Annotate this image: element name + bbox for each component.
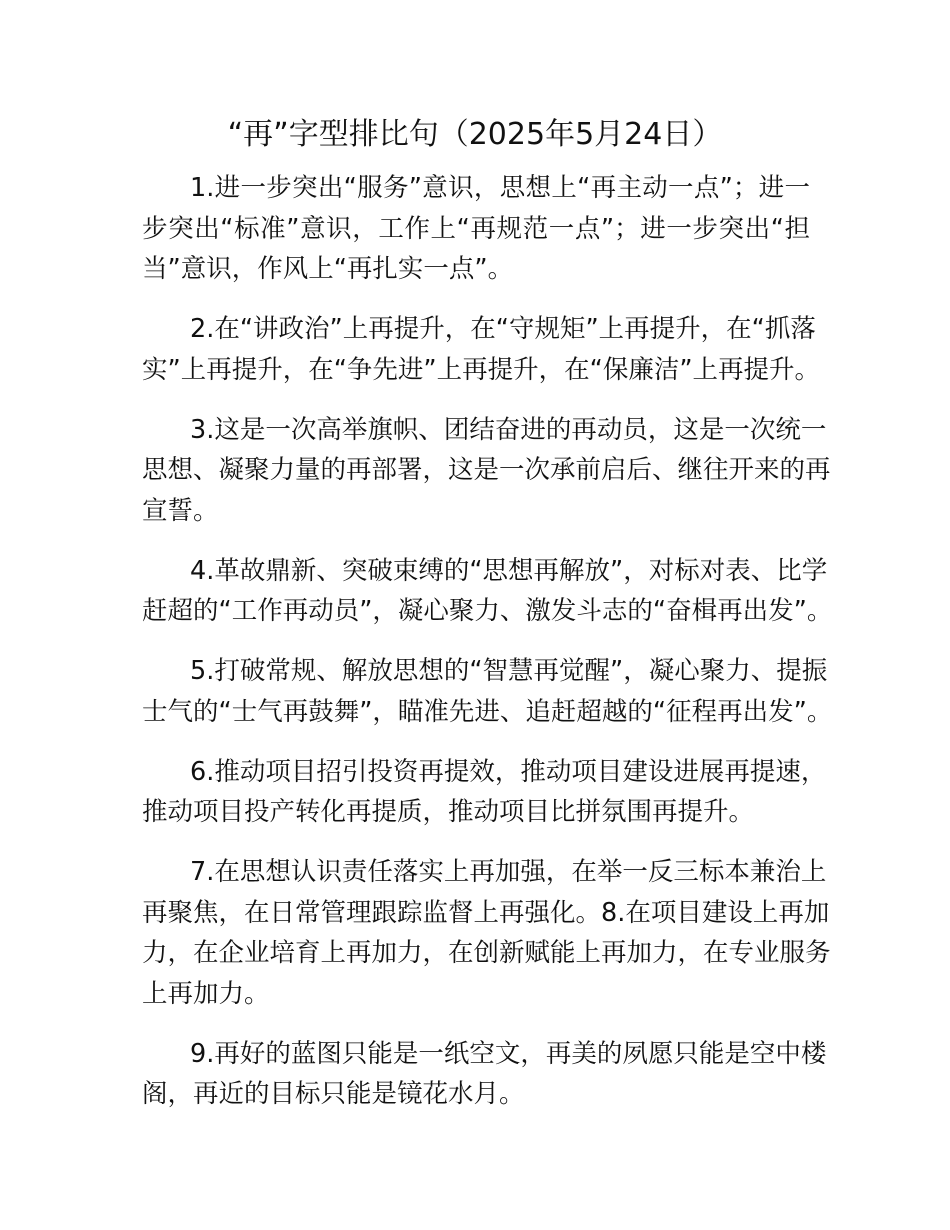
- paragraph-5: [142, 651, 833, 732]
- paragraph-line: 2.在“讲政治”上再提升，在“守规矩”上再提升，在“抓落: [190, 314, 816, 344]
- paragraph-line: 宣誓。: [142, 495, 219, 526]
- paragraph-line: 赶超的“工作再动员”，凝心聚力、激发斗志的“奋楫再出发”。: [142, 596, 833, 626]
- paragraph-line: 当”意识，作风上“再扎实一点”。: [142, 254, 514, 284]
- paragraph-line: 3.这是一次高举旗帜、团结奋进的再动员，这是一次统一: [190, 414, 827, 445]
- paragraph-line: 思想、凝聚力量的再部署，这是一次承前启后、继往开来的再: [142, 455, 831, 485]
- paragraph-line: 再聚焦，在日常管理跟踪监督上再强化。8.在项目建设上再加: [142, 897, 830, 928]
- paragraph-4: [142, 551, 833, 632]
- paragraph-line: 7.在思想认识责任落实上再加强，在举一反三标本兼治上: [190, 857, 827, 887]
- paragraph-7: [142, 852, 831, 1014]
- paragraph-line: 步突出“标准”意识，工作上“再规范一点”；进一步突出“担: [142, 213, 810, 244]
- document-title: “再”字型排比句（2025年5月24日）: [227, 117, 723, 152]
- paragraph-line: 力，在企业培育上再加力，在创新赋能上再加力，在专业服务: [142, 938, 831, 968]
- paragraph-line: 推动项目投产转化再提质，推动项目比拼氛围再提升。: [142, 797, 755, 827]
- paragraph-line: 5.打破常规、解放思想的“智慧再觉醒”，凝心聚力、提振: [190, 656, 828, 686]
- paragraph-line: 6.推动项目招引投资再提效，推动项目建设进展再提速，: [190, 756, 827, 787]
- paragraph-line: 9.再好的蓝图只能是一纸空文，再美的夙愿只能是空中楼: [190, 1038, 827, 1069]
- paragraph-1: [142, 168, 810, 290]
- paragraph-8: [142, 1034, 827, 1115]
- paragraph-line: 1.进一步突出“服务”意识，思想上“再主动一点”；进一: [190, 173, 810, 203]
- paragraph-line: 阁，再近的目标只能是镜花水月。: [142, 1079, 525, 1109]
- paragraph-line: 上再加力。: [142, 978, 270, 1009]
- document-body: [142, 168, 833, 1134]
- paragraph-line: 士气的“士气再鼓舞”，瞄准先进、追赶超越的“征程再出发”。: [142, 696, 833, 727]
- paragraph-6: [142, 752, 827, 833]
- paragraph-2: [142, 309, 821, 390]
- paragraph-line: 实”上再提升，在“争先进”上再提升，在“保廉洁”上再提升。: [142, 354, 821, 385]
- paragraph-3: [142, 410, 831, 532]
- paragraph-line: 4.革故鼎新、突破束缚的“思想再解放”，对标对表、比学: [190, 555, 828, 586]
